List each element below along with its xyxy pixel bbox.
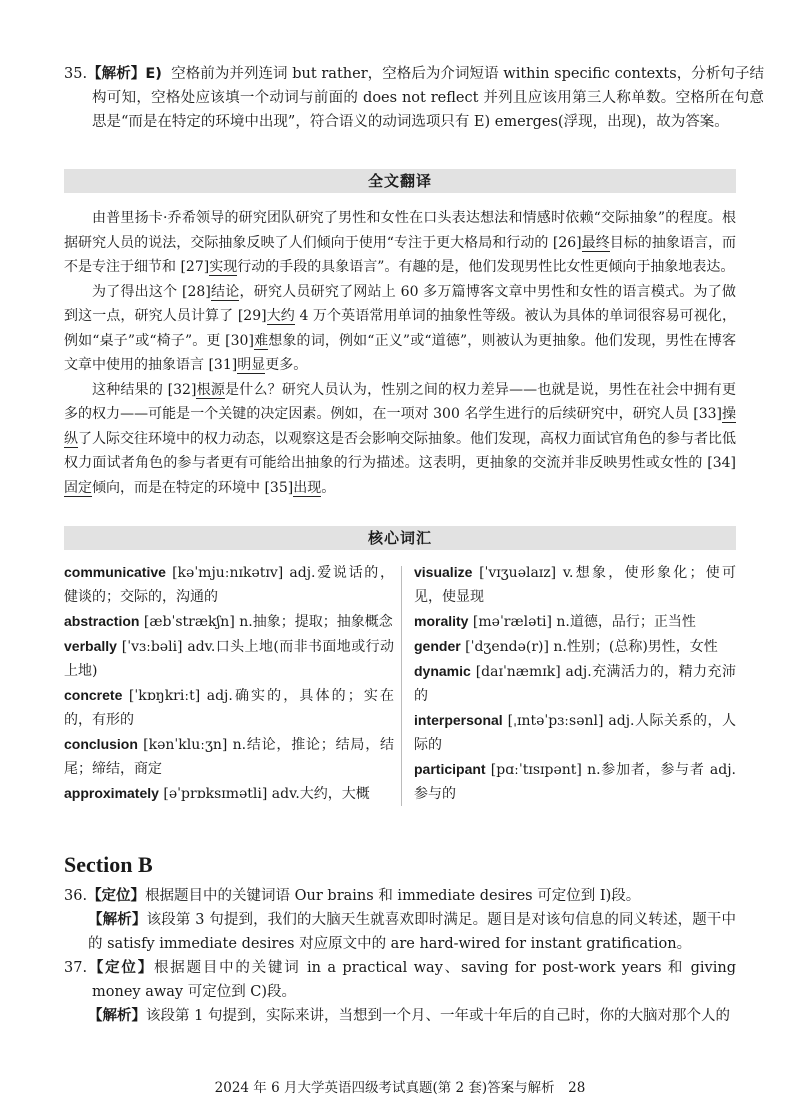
vocab-definition: [ˈdʒendə(r)] n.性别；(总称)男性，女性: [460, 639, 718, 655]
vocab-entry: [414, 560, 736, 609]
q35-answer: E): [145, 66, 162, 82]
vocab-divider: [401, 566, 402, 806]
vocab-entry: [414, 757, 736, 806]
vocab-definition: [daɪˈnæmɪk] adj.充满活力的，精力充沛的: [414, 664, 736, 704]
translation-answer-word: 结论: [210, 283, 240, 300]
vocab-word: gender: [414, 638, 461, 654]
translation-body: [64, 206, 736, 500]
q35-number: 35.: [64, 66, 88, 82]
vocab-definition: [kəˈmjuːnɪkətɪv] adj.爱说话的，健谈的；交际的，沟通的: [64, 565, 394, 605]
q36-ana-tag: 【解析】: [88, 912, 147, 928]
vocab-definition: [əˈprɒksɪmətli] adv.大约，大概: [158, 786, 370, 802]
vocab-entry: [64, 683, 394, 732]
q37-ana-tag: 【解析】: [88, 1008, 146, 1024]
translation-answer-word: 明显: [237, 357, 266, 373]
q35-explanation: [64, 62, 764, 134]
q36-loc-tag: 【定位】: [87, 888, 146, 904]
vocab-word: communicative: [64, 564, 166, 580]
vocab-entry: [414, 609, 736, 634]
q36-ana-text: 该段第 3 句提到，我们的大脑天生就喜欢即时满足。题目是对该句信息的同义转述，题干中的 satisfy immediate desires 对应原文中的 are hard-wired for instant gratification。: [88, 912, 736, 952]
translation-text: 这种结果的 [32]: [92, 381, 197, 398]
vocab-word: morality: [414, 613, 469, 629]
translation-text: 更多。: [265, 357, 308, 373]
vocab-word: abstraction: [64, 613, 140, 629]
vocab-word: conclusion: [64, 736, 138, 752]
vocab-definition: [ˈvɪʒuəlaɪz] v.想象，使形象化；使可见，使显现: [414, 565, 736, 605]
q35-tag: 【解析】: [87, 66, 146, 82]
vocab-entry: [64, 560, 394, 609]
vocab-word: participant: [414, 761, 486, 777]
translation-para-1: [64, 206, 736, 280]
q37-loc-text: 根据题目中的关键词 in a practical way、saving for post-work years 和 giving money away 可定位到 C)段。: [92, 960, 736, 1000]
q37-number: 37.: [64, 960, 88, 976]
vocab-entry: [64, 634, 394, 683]
translation-text: ，研究人员研究了网站上 60 多万篇博客文章中男性和女性的语言模式。为了做到这一点，研究人员计算了 [29]: [64, 283, 736, 324]
vocab-word: concrete: [64, 687, 123, 703]
translation-para-2: [64, 280, 736, 378]
vocab-entry: [64, 781, 394, 806]
vocab-definition: [ˈkɒŋkriːt] adj.确实的，具体的；实在的，有形的: [64, 688, 394, 728]
translation-text: 4 万个英语常用单词的抽象性等级。被认为具体的单词很容易可视化，例如“桌子”或“椅子”。更 [30]: [64, 308, 736, 349]
translation-header: 全文翻译: [64, 169, 736, 193]
vocab-word: interpersonal: [414, 712, 503, 728]
page-footer: 2024 年 6 月大学英语四级考试真题(第 2 套)答案与解析 28: [214, 1080, 586, 1096]
q36-analysis: [64, 908, 736, 956]
vocab-entry: [414, 634, 736, 659]
translation-text: 倾向，而是在特定的环境中 [35]: [92, 479, 294, 496]
q36-loc-text: 根据题目中的关键词语 Our brains 和 immediate desires 可定位到 I)段。: [145, 888, 641, 904]
vocab-definition: [ˌɪntəˈpɜːsənl] adj.人际关系的，人际的: [414, 713, 736, 753]
vocab-word: verbally: [64, 638, 117, 654]
translation-answer-word: 固定: [64, 479, 92, 496]
vocab-list-left: [64, 560, 394, 806]
q37-loc-tag: 【定位】: [87, 960, 154, 976]
vocab-definition: [məˈræləti] n.道德，品行；正当性: [468, 614, 696, 630]
vocab-definition: [pɑːˈtɪsɪpənt] n.参加者，参与者 adj.参与的: [414, 762, 736, 802]
q37-locate: [64, 956, 736, 1004]
q37-analysis: [64, 1004, 736, 1028]
translation-para-3: [64, 378, 736, 501]
vocab-word: approximately: [64, 785, 159, 801]
vocab-header: 核心词汇: [64, 526, 736, 550]
vocab-entry: [64, 732, 394, 781]
translation-answer-word: 根源: [196, 381, 226, 398]
translation-answer-word: 难: [253, 332, 269, 349]
q36-number: 36.: [64, 888, 88, 904]
vocab-word: dynamic: [414, 663, 471, 679]
section-title: Section B: [64, 852, 153, 877]
translation-answer-word: 操纵: [64, 406, 737, 447]
translation-text: 是什么？研究人员认为，性别之间的权力差异——也就是说，男性在社会中拥有更多的权力——可能是一个关键的决定因素。例如，在一项对 300 名学生进行的后续研究中，研究人员 [33]: [64, 381, 737, 422]
translation-text: 想象的词，例如“正义”或“道德”，则被认为更抽象。他们发现，男性在博客文章中使用的抽象语言 [31]: [64, 332, 736, 373]
vocab-definition: [æbˈstrækʃn] n.抽象；提取；抽象概念: [139, 614, 393, 630]
vocab-entry: [64, 609, 394, 634]
vocab-word: visualize: [414, 564, 473, 580]
vocab-entry: [414, 659, 736, 708]
q37-block: [64, 956, 736, 1028]
translation-text: 目标的抽象语言，而不是专注于细节和 [27]: [64, 234, 737, 275]
vocab-entry: [414, 708, 736, 757]
translation-answer-word: 出现: [293, 479, 322, 496]
translation-text: 。: [321, 479, 336, 496]
q36-locate: [64, 884, 736, 908]
translation-text: 行动的手段的具象语言”。有趣的是，他们发现男性比女性更倾向于抽象地表达。: [237, 259, 735, 275]
q36-block: [64, 884, 736, 956]
q37-ana-text: 该段第 1 句提到，实际来讲，当想到一个月、一年或十年后的自己时，你的大脑对那个人的: [146, 1008, 730, 1024]
translation-answer-word: 大约: [266, 308, 295, 324]
vocab-definition: [kənˈkluːʒn] n.结论，推论；结局，结尾；缔结，商定: [64, 737, 394, 777]
translation-text: 由普里扬卡·乔希领导的研究团队研究了男性和女性在口头表达想法和情感时依赖“交际抽象”的程度。根据研究人员的说法，交际抽象反映了人们倾向于使用“专注于更大格局和行动的 [26]: [64, 210, 736, 251]
translation-answer-word: 实现: [209, 259, 238, 275]
q35-text: 空格前为并列连词 but rather，空格后为介词短语 within specific contexts，分析句子结构可知，空格处应该填一个动词与前面的 does not reflect 并列且应该用第三人称单数。空格所在句意思是“而是在特定的环境中出现”，符合语义的动词选项只有 E) emerges(浮现，出现)，故为答案。: [92, 66, 765, 130]
translation-text: 为了得出这个 [28]: [92, 283, 211, 300]
vocab-list-right: [414, 560, 736, 806]
translation-answer-word: 最终: [581, 234, 610, 251]
translation-text: 了人际交往环境中的权力动态，以观察这是否会影响交际抽象。他们发现，高权力面试官角色的参与者比低权力面试者角色的参与者更有可能给出抽象的行为描述。这表明，更抽象的交流并非反映男性或女性的 [34]: [64, 430, 736, 471]
vocab-definition: [ˈvɜːbəli] adv.口头上地(而非书面地或行动上地): [64, 639, 394, 679]
